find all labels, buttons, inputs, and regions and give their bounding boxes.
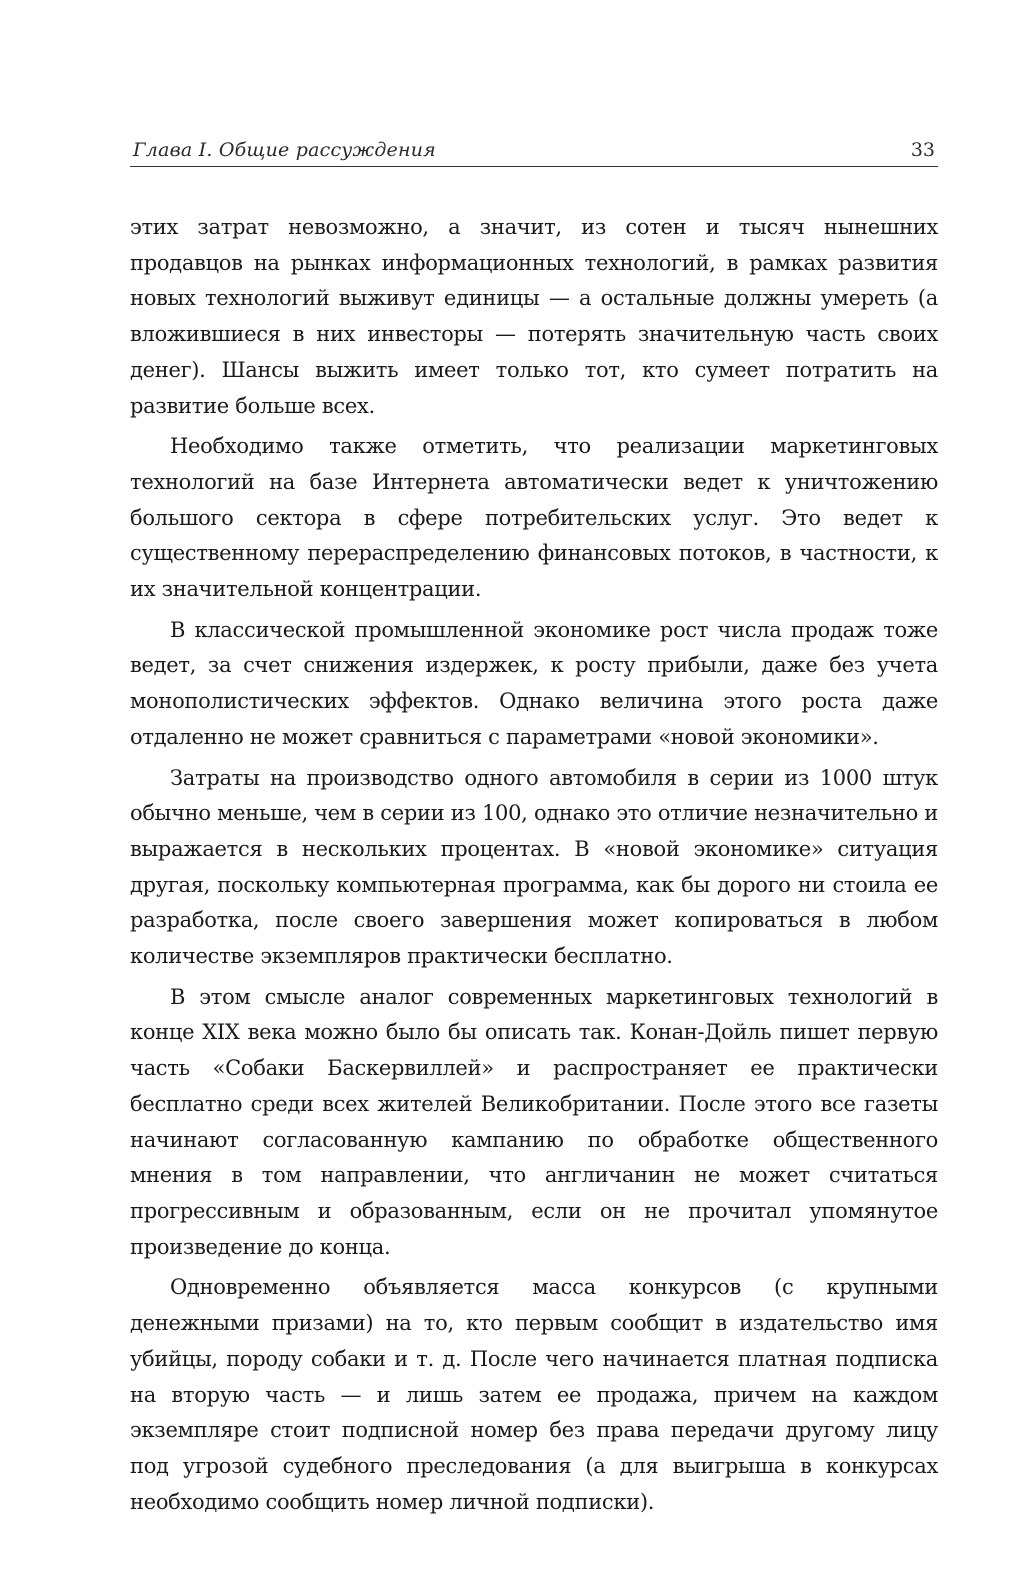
paragraph: Одновременно объявляется масса конкурсов (с крупными денежными призами) на то, кто первым сообщит в издательство имя убийцы, породу собаки и т. д. После чего начинается платная подписка на вторую часть — и лишь затем ее продажа, причем на каждом экземпляре стоит подписной номер без права передачи другому лицу под угрозой судебного преследования (а для выигрыша в конкурсах необходимо сообщить номер личной подписки). (130, 1275, 938, 1514)
paragraph: В этом смысле аналог современных маркетинговых технологий в конце XIX века можно было бы описать так. Конан-Дойль пишет первую часть «Собаки Баскервиллей» и распространяет ее практически бесплатно среди всех жителей Великобритании. После этого все газеты начинают согласованную кампанию по обработке общественного мнения в том направлении, что англичанин не может считаться прогрессивным и образованным, если он не прочитал упомянутое произведение до конца. (130, 984, 938, 1259)
body-text (130, 210, 938, 1525)
page-number: 33 (910, 139, 935, 161)
paragraph: Затраты на производство одного автомобиля в серии из 1000 штук обычно меньше, чем в серии из 100, однако это отличие незначительно и выражается в нескольких процентах. В «новой экономике» ситуация другая, поскольку компьютерная программа, как бы дорого ни стоила ее разработка, после своего завершения может копироваться в любом количестве экземпляров практически бесплатно. (130, 765, 938, 969)
running-header (130, 136, 938, 167)
paragraph: Необходимо также отметить, что реализации маркетинговых технологий на базе Интернета автоматически ведет к уничтожению большого сектора в сфере потребительских услуг. Это ведет к существенному перераспределению финансовых потоков, в частности, к их значительной концентрации. (130, 434, 938, 602)
paragraph-continued: этих затрат невозможно, а значит, из сотен и тысяч нынешних продавцов на рынках информационных технологий, в рамках развития новых технологий выживут единицы — а остальные должны умереть (а вложившиеся в них инвесторы — потерять значительную часть своих денег). Шансы выжить имеет только тот, кто сумеет потратить на развитие больше всех. (130, 215, 938, 418)
paragraph: В классической промышленной экономике рост числа продаж тоже ведет, за счет снижения издержек, к росту прибыли, даже без учета монополистических эффектов. Однако величина этого роста даже отдаленно не может сравниться с параметрами «новой экономики». (130, 617, 938, 749)
chapter-title: Глава I. Общие рассуждения (133, 139, 436, 161)
